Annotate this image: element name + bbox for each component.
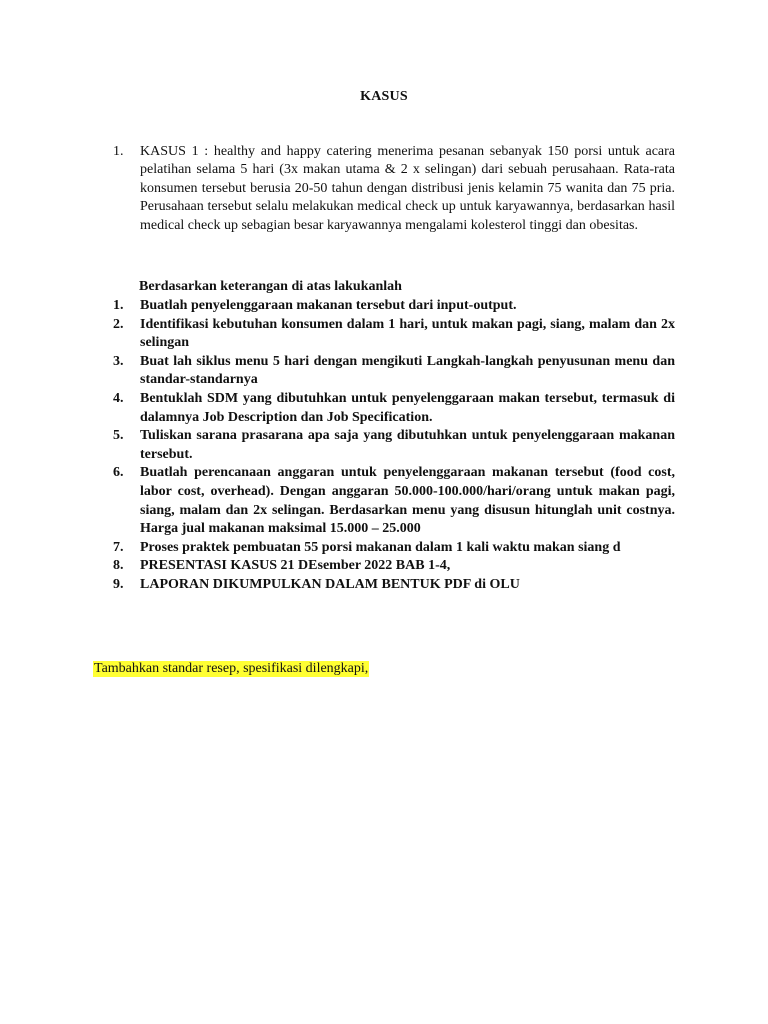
task-text: LAPORAN DIKUMPULKAN DALAM BENTUK PDF di OLU (140, 576, 520, 592)
task-text: Identifikasi kebutuhan konsumen dalam 1 hari, untuk makan pagi, siang, malam dan 2x selingan (140, 316, 675, 351)
highlighted-note: Tambahkan standar resep, spesifikasi dilengkapi, (94, 661, 369, 676)
task-text: Buatlah penyelenggaraan makanan tersebut dari input-output. (140, 298, 517, 313)
task-item (113, 316, 675, 353)
task-item (113, 297, 675, 316)
task-number: 6. (113, 465, 124, 481)
task-text: Buatlah perencanaan anggaran untuk penyelenggaraan makanan tersebut (food cost, labor cost, overhead). Dengan anggaran 50.000-100.000/hari/orang untuk makan pagi, siang, malam dan 2x selingan. Berdasarkan menu yang disusun hitunglah unit costnya. Harga jual makanan maksimal 15.000 – 25.000 (140, 465, 675, 537)
task-item (113, 557, 675, 576)
task-item (113, 464, 675, 538)
case-number: 1. (113, 144, 124, 159)
task-number: 3. (113, 353, 124, 369)
case-text: KASUS 1 : healthy and happy catering menerima pesanan sebanyak 150 porsi untuk acara pelatihan selama 5 hari (3x makan utama & 2 x selingan) dari sebuah perusahaan. Rata-rata konsumen tersebut berusia 20-50 tahun dengan distribusi jenis kelamin 75 wanita dan 75 pria. Perusahaan tersebut selalu melakukan medical check up untuk karyawannya, berdasarkan hasil medical check up sebagian besar karyawannya mengalami kolesterol tinggi dan obesitas. (140, 144, 675, 233)
task-item (113, 539, 675, 558)
task-text: PRESENTASI KASUS 21 DEsember 2022 BAB 1-4, (140, 558, 451, 574)
task-list (113, 297, 675, 595)
task-number: 9. (113, 576, 124, 592)
task-number: 8. (113, 558, 124, 574)
task-number: 7. (113, 539, 124, 555)
task-text: Tuliskan sarana prasarana apa saja yang dibutuhkan untuk penyelenggaraan makanan tersebut. (140, 428, 675, 462)
task-item (113, 576, 675, 595)
task-text: Buat lah siklus menu 5 hari dengan mengikuti Langkah-langkah penyusunan menu dan standar-standarnya (140, 353, 675, 388)
task-number: 1. (113, 298, 124, 313)
task-item (113, 353, 675, 390)
task-number: 4. (113, 390, 124, 406)
case-description (113, 143, 675, 235)
document-title: KASUS (360, 89, 408, 104)
task-text: Bentuklah SDM yang dibutuhkan untuk penyelenggaraan makan tersebut, termasuk di dalamnya Job Description dan Job Specification. (140, 390, 675, 425)
task-item (113, 390, 675, 427)
task-number: 5. (113, 428, 124, 444)
task-item (113, 427, 675, 464)
task-text: Proses praktek pembuatan 55 porsi makanan dalam 1 kali waktu makan siang d (140, 539, 621, 555)
task-number: 2. (113, 316, 124, 332)
instructions-intro: Berdasarkan keterangan di atas lakukanlah (139, 279, 402, 294)
